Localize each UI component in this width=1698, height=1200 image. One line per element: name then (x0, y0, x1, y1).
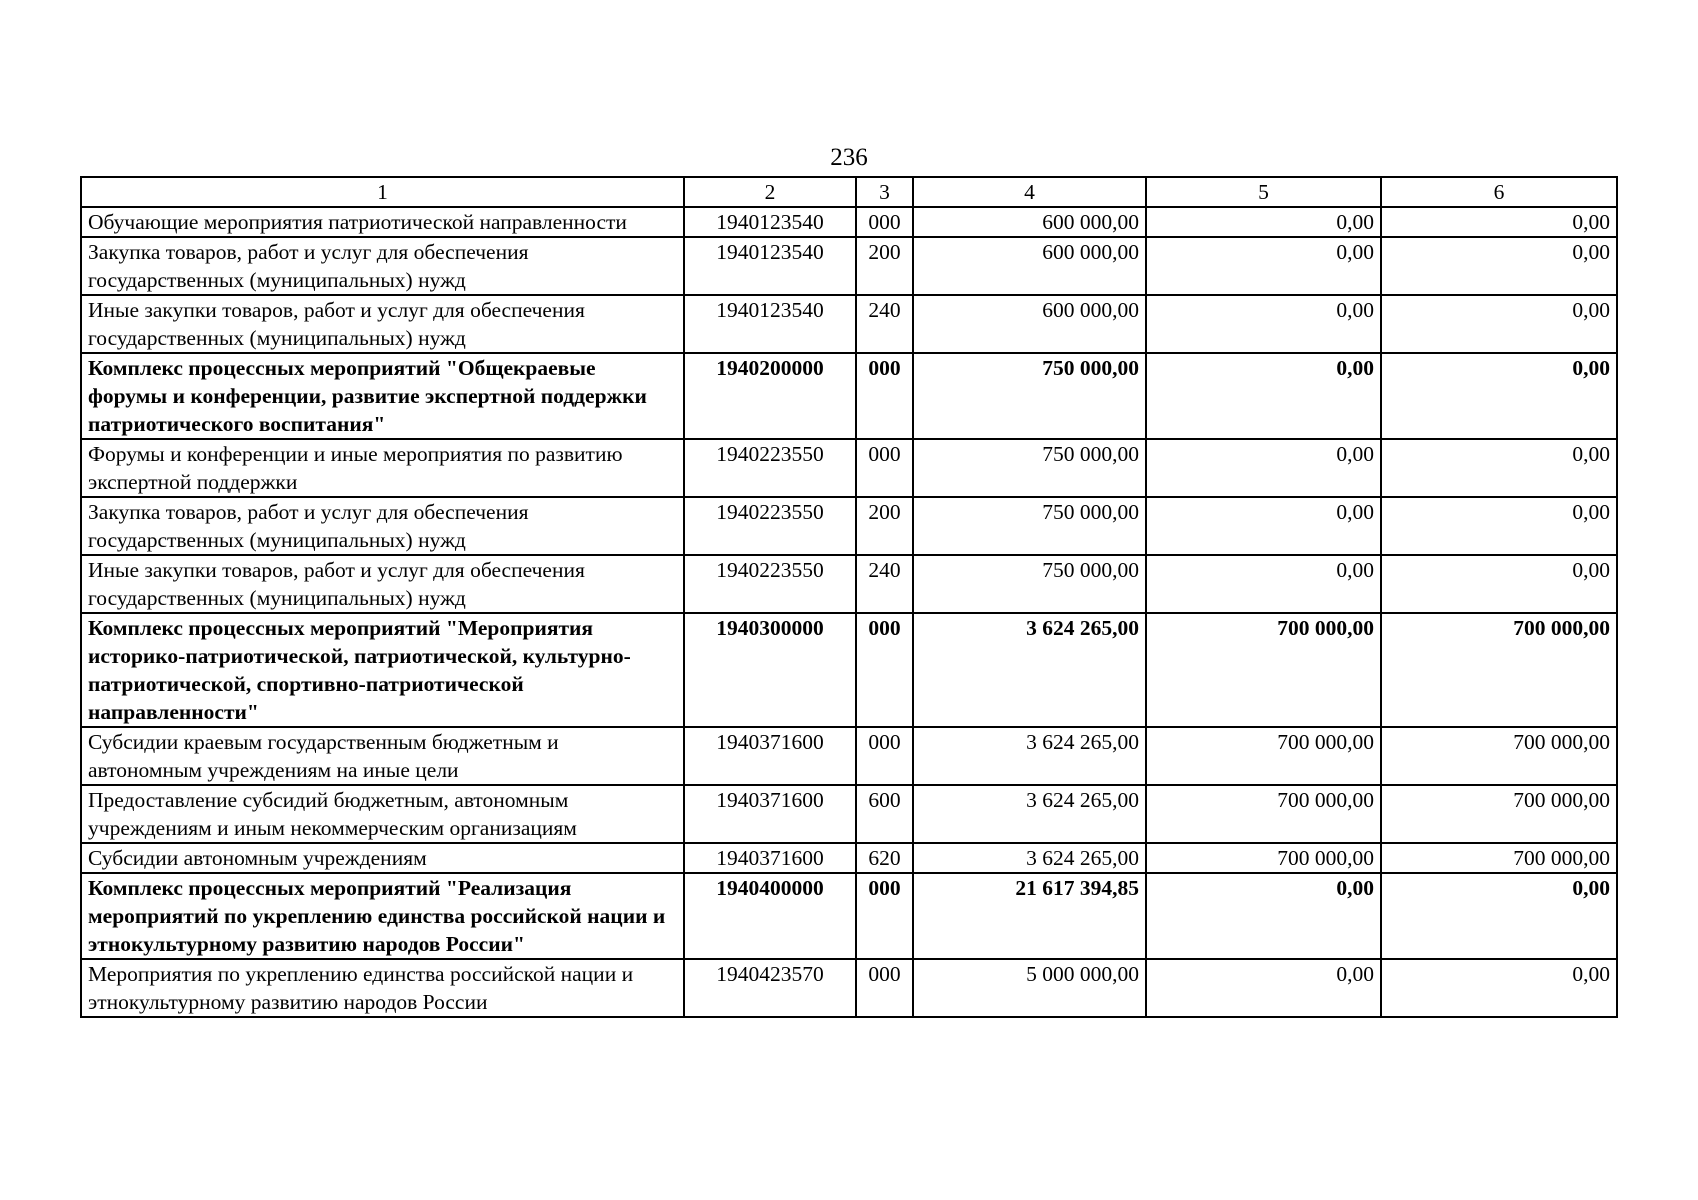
row-amount-col6: 700 000,00 (1381, 727, 1617, 785)
row-expense-type: 240 (856, 295, 913, 353)
row-code: 1940300000 (684, 613, 856, 727)
row-name: Мероприятия по укреплению единства российской нации и этнокультурному развитию народов России (81, 959, 684, 1017)
budget-table (80, 176, 1618, 1018)
row-name: Закупка товаров, работ и услуг для обеспечения государственных (муниципальных) нужд (81, 237, 684, 295)
row-expense-type: 000 (856, 613, 913, 727)
row-amount-col5: 0,00 (1146, 873, 1381, 959)
row-amount-col6: 0,00 (1381, 237, 1617, 295)
row-amount-col6: 0,00 (1381, 295, 1617, 353)
table-row (81, 497, 1617, 555)
row-amount-col4: 600 000,00 (913, 237, 1146, 295)
row-amount-col5: 0,00 (1146, 555, 1381, 613)
table-row (81, 843, 1617, 873)
row-amount-col5: 0,00 (1146, 439, 1381, 497)
row-name: Закупка товаров, работ и услуг для обеспечения государственных (муниципальных) нужд (81, 497, 684, 555)
row-name: Комплекс процессных мероприятий "Реализация мероприятий по укреплению единства российской нации и этнокультурному развитию народов России" (81, 873, 684, 959)
row-expense-type: 600 (856, 785, 913, 843)
row-code: 1940371600 (684, 785, 856, 843)
row-expense-type: 200 (856, 497, 913, 555)
row-amount-col5: 0,00 (1146, 959, 1381, 1017)
row-amount-col4: 750 000,00 (913, 439, 1146, 497)
row-amount-col4: 750 000,00 (913, 555, 1146, 613)
column-header-6: 6 (1381, 177, 1617, 207)
row-code: 1940400000 (684, 873, 856, 959)
row-expense-type: 000 (856, 873, 913, 959)
table-row (81, 237, 1617, 295)
table-row (81, 873, 1617, 959)
row-amount-col6: 0,00 (1381, 353, 1617, 439)
row-name: Комплекс процессных мероприятий "Общекраевые форумы и конференции, развитие экспертной поддержки патриотического воспитания" (81, 353, 684, 439)
table-row (81, 613, 1617, 727)
row-code: 1940223550 (684, 439, 856, 497)
row-expense-type: 200 (856, 237, 913, 295)
row-amount-col5: 0,00 (1146, 295, 1381, 353)
row-amount-col4: 600 000,00 (913, 207, 1146, 237)
row-amount-col4: 3 624 265,00 (913, 843, 1146, 873)
row-amount-col6: 700 000,00 (1381, 843, 1617, 873)
row-expense-type: 000 (856, 727, 913, 785)
row-code: 1940223550 (684, 497, 856, 555)
table-row (81, 353, 1617, 439)
row-amount-col6: 0,00 (1381, 439, 1617, 497)
row-amount-col4: 21 617 394,85 (913, 873, 1146, 959)
row-amount-col5: 700 000,00 (1146, 785, 1381, 843)
row-expense-type: 000 (856, 959, 913, 1017)
row-amount-col5: 700 000,00 (1146, 727, 1381, 785)
row-amount-col6: 700 000,00 (1381, 613, 1617, 727)
row-expense-type: 000 (856, 353, 913, 439)
row-name: Субсидии автономным учреждениям (81, 843, 684, 873)
row-code: 1940423570 (684, 959, 856, 1017)
row-expense-type: 240 (856, 555, 913, 613)
row-code: 1940371600 (684, 727, 856, 785)
table-row (81, 439, 1617, 497)
row-name: Субсидии краевым государственным бюджетным и автономным учреждениям на иные цели (81, 727, 684, 785)
row-amount-col4: 750 000,00 (913, 497, 1146, 555)
row-amount-col6: 0,00 (1381, 207, 1617, 237)
row-expense-type: 000 (856, 207, 913, 237)
row-amount-col4: 3 624 265,00 (913, 785, 1146, 843)
row-amount-col5: 700 000,00 (1146, 613, 1381, 727)
row-expense-type: 000 (856, 439, 913, 497)
row-amount-col6: 0,00 (1381, 497, 1617, 555)
row-name: Форумы и конференции и иные мероприятия по развитию экспертной поддержки (81, 439, 684, 497)
row-name: Иные закупки товаров, работ и услуг для обеспечения государственных (муниципальных) нужд (81, 295, 684, 353)
row-code: 1940123540 (684, 207, 856, 237)
column-header-4: 4 (913, 177, 1146, 207)
row-amount-col6: 0,00 (1381, 959, 1617, 1017)
table-row (81, 959, 1617, 1017)
row-amount-col5: 0,00 (1146, 207, 1381, 237)
row-name: Обучающие мероприятия патриотической направленности (81, 207, 684, 237)
row-name: Иные закупки товаров, работ и услуг для обеспечения государственных (муниципальных) нужд (81, 555, 684, 613)
row-amount-col4: 3 624 265,00 (913, 613, 1146, 727)
row-amount-col4: 750 000,00 (913, 353, 1146, 439)
row-amount-col5: 0,00 (1146, 497, 1381, 555)
row-amount-col4: 600 000,00 (913, 295, 1146, 353)
row-code: 1940123540 (684, 295, 856, 353)
table-row (81, 727, 1617, 785)
row-code: 1940200000 (684, 353, 856, 439)
row-code: 1940223550 (684, 555, 856, 613)
table-row (81, 207, 1617, 237)
column-header-3: 3 (856, 177, 913, 207)
row-amount-col4: 5 000 000,00 (913, 959, 1146, 1017)
header-row (81, 177, 1617, 207)
table-row (81, 555, 1617, 613)
row-expense-type: 620 (856, 843, 913, 873)
table-row (81, 785, 1617, 843)
row-amount-col6: 0,00 (1381, 873, 1617, 959)
table-row (81, 295, 1617, 353)
row-name: Комплекс процессных мероприятий "Мероприятия историко-патриотической, патриотической, культурно-патриотической, спортивно-патриотической направленности" (81, 613, 684, 727)
column-header-2: 2 (684, 177, 856, 207)
column-header-1: 1 (81, 177, 684, 207)
page-number: 236 (830, 144, 868, 171)
column-header-5: 5 (1146, 177, 1381, 207)
row-amount-col6: 700 000,00 (1381, 785, 1617, 843)
table-body (81, 207, 1617, 1017)
row-code: 1940123540 (684, 237, 856, 295)
row-amount-col4: 3 624 265,00 (913, 727, 1146, 785)
row-amount-col5: 0,00 (1146, 237, 1381, 295)
row-amount-col5: 700 000,00 (1146, 843, 1381, 873)
row-name: Предоставление субсидий бюджетным, автономным учреждениям и иным некоммерческим организациям (81, 785, 684, 843)
row-amount-col6: 0,00 (1381, 555, 1617, 613)
row-code: 1940371600 (684, 843, 856, 873)
row-amount-col5: 0,00 (1146, 353, 1381, 439)
